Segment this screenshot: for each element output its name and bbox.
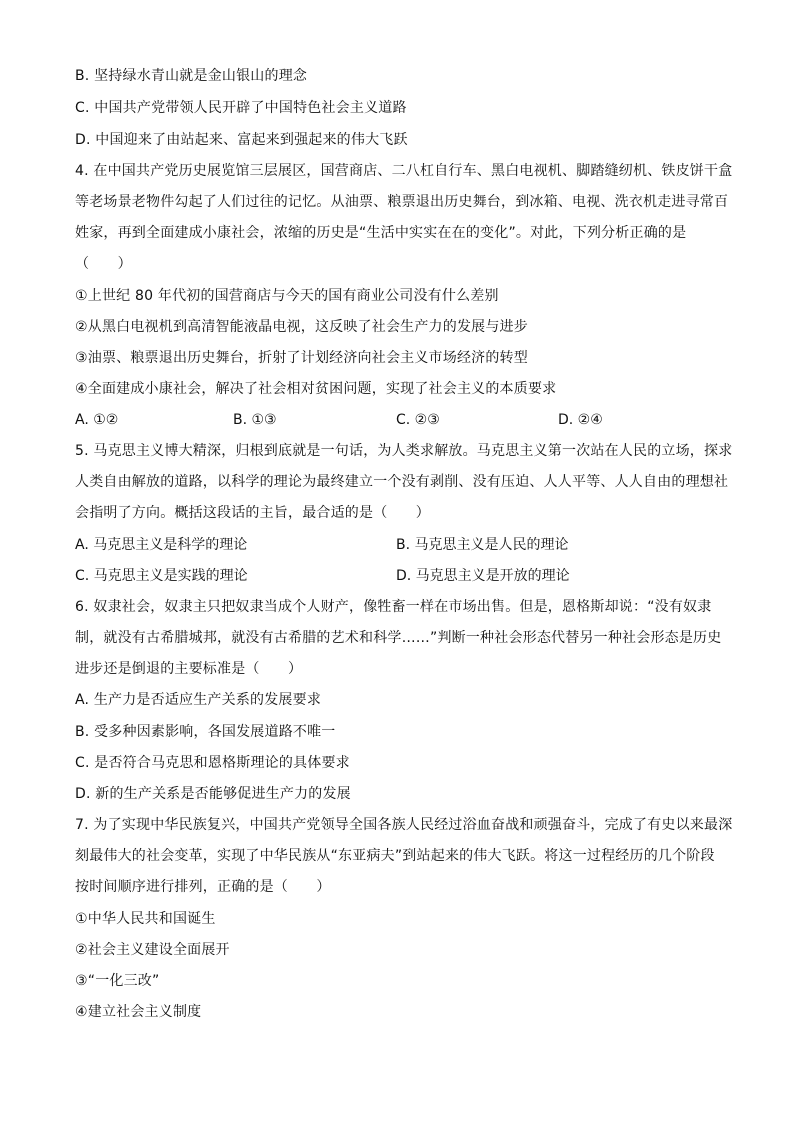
q4-option-c: C. ②③ [396, 412, 440, 428]
q7-statement-4: ④建立社会主义制度 [75, 1004, 202, 1020]
q4-statement-4: ④全面建成小康社会，解决了社会相对贫困问题，实现了社会主义的本质要求 [75, 381, 557, 397]
q6-option-b: B. 受多种因素影响，各国发展道路不唯一 [75, 724, 336, 740]
q6-stem-line-2: 制，就没有古希腊城邦，就没有古希腊的艺术和科学……”判断一种社会形态代替另一种社会形态是历史 [75, 630, 722, 646]
q5-option-d: D. 马克思主义是开放的理论 [396, 568, 570, 584]
q7-stem-line-2: 刻最伟大的社会变革，实现了中华民族从“东亚病夫”到站起来的伟大飞跃。将这一过程经历的几个阶段 [75, 848, 715, 864]
q4-statement-1: ①上世纪 80 年代初的国营商店与今天的国有商业公司没有什么差别 [75, 288, 499, 304]
q3-option-b: B. 坚持绿水青山就是金山银山的理念 [75, 68, 308, 84]
q4-statement-2: ②从黑白电视机到高清智能液晶电视，这反映了社会生产力的发展与进步 [75, 319, 528, 335]
q7-statement-3: ③“一化三改” [75, 973, 160, 989]
q7-statement-2: ②社会主义建设全面展开 [75, 942, 230, 958]
q4-option-d: D. ②④ [558, 412, 603, 428]
q3-option-d: D. 中国迎来了由站起来、富起来到强起来的伟大飞跃 [75, 132, 408, 148]
q5-option-b: B. 马克思主义是人民的理论 [396, 537, 569, 553]
q6-stem-line-1: 6. 奴隶社会，奴隶主只把奴隶当成个人财产，像牲畜一样在市场出售。但是，恩格斯却说：“没有奴隶 [75, 599, 712, 615]
q5-stem-line-2: 人类自由解放的道路，以科学的理论为最终建立一个没有剥削、没有压迫、人人平等、人人自由的理想社 [75, 474, 729, 490]
q7-statement-1: ①中华人民共和国诞生 [75, 911, 216, 927]
q7-stem-line-1: 7. 为了实现中华民族复兴，中国共产党领导全国各族人民经过浴血奋战和顽强奋斗，完成了有史以来最深 [75, 817, 733, 833]
q6-option-a: A. 生产力是否适应生产关系的发展要求 [75, 692, 322, 708]
q5-option-a: A. 马克思主义是科学的理论 [75, 537, 248, 553]
q5-option-c: C. 马克思主义是实践的理论 [75, 568, 248, 584]
q4-statement-3: ③油票、粮票退出历史舞台，折射了计划经济向社会主义市场经济的转型 [75, 350, 528, 366]
q7-stem-line-3: 按时间顺序进行排列，正确的是（ ） [75, 879, 331, 895]
q5-stem-line-1: 5. 马克思主义博大精深，归根到底就是一句话，为人类求解放。马克思主义第一次站在人民的立场，探求 [75, 443, 733, 459]
q4-option-a: A. ①② [75, 412, 119, 428]
q5-stem-line-3: 会指明了方向。概括这段话的主旨，最合适的是（ ） [75, 505, 430, 521]
q4-answer-bracket: （ ） [75, 256, 132, 272]
q6-option-c: C. 是否符合马克思和恩格斯理论的具体要求 [75, 755, 350, 771]
q4-option-b: B. ①③ [233, 412, 277, 428]
q4-stem-line-3: 姓家，再到全面建成小康社会，浓缩的历史是“生活中实实在在的变化”。对此，下列分析正确的是 [75, 225, 687, 241]
q3-option-c: C. 中国共产党带领人民开辟了中国特色社会主义道路 [75, 100, 407, 116]
q4-stem-line-1: 4. 在中国共产党历史展览馆三层展区，国营商店、二八杠自行车、黑白电视机、脚踏缝纫机、铁皮饼干盒 [75, 163, 733, 179]
q6-stem-line-3: 进步还是倒退的主要标准是（ ） [75, 661, 303, 677]
q6-option-d: D. 新的生产关系是否能够促进生产力的发展 [75, 786, 351, 802]
q4-stem-line-2: 等老场景老物件勾起了人们过往的记忆。从油票、粮票退出历史舞台，到冰箱、电视、洗衣机走进寻常百 [75, 194, 729, 210]
